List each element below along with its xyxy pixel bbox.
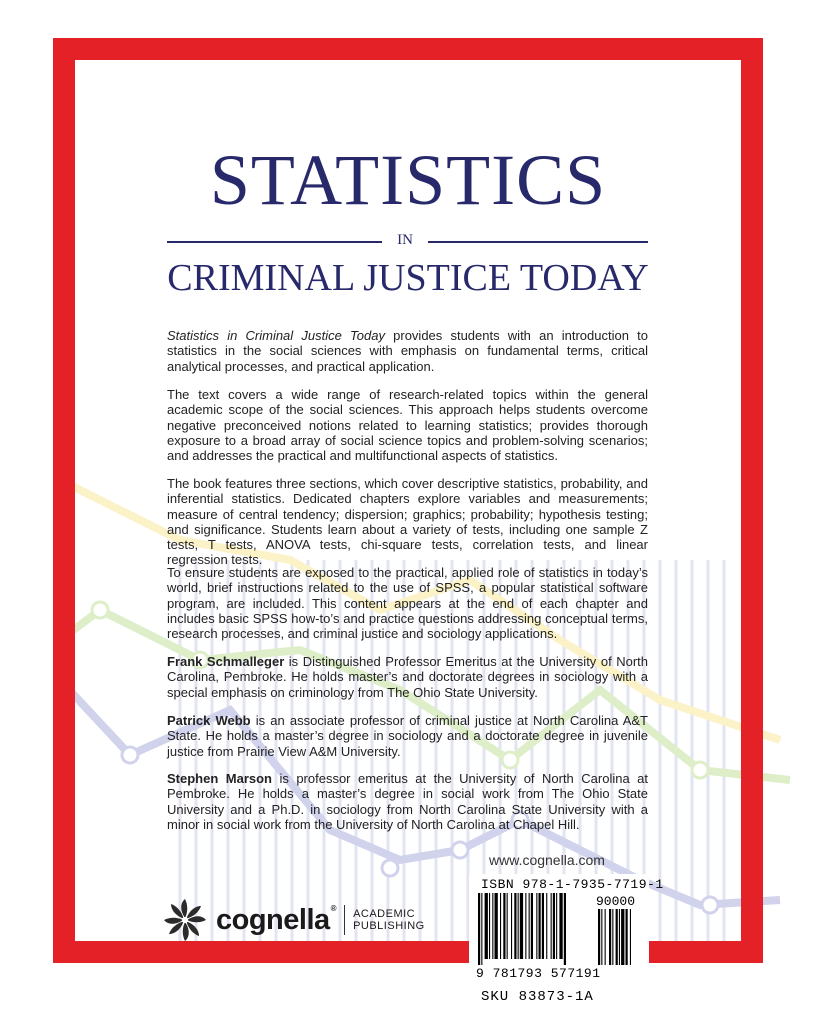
description-paragraph-2: The text covers a wide range of research-related topics within the general academic scope of the social sciences. This approach helps students overcome negative preconceived notions related to learning statistics; provides thorough exposure to a broad array of social science topics and problem-solving scenarios; and addresses the practical and multifunctional aspects of statistics. xyxy=(167,387,648,464)
description-paragraph-4: To ensure students are exposed to the practical, applied role of statistics in today’s world, brief instructions related to the use of SPSS, a popular statistical software program, are included. This content appears at the end of each chapter and includes basic SPSS how-to’s and practice questions addressing conceptual terms, research processes, and criminal justice and sociology applications. xyxy=(167,565,648,642)
author-bio-2: Patrick Webb is an associate professor of criminal justice at North Carolina A&T State. He holds a master’s degree in sociology and a doctorate degree in juvenile justice from Prairie View A&M University. xyxy=(167,713,648,759)
author-bio-1: Frank Schmalleger is Distinguished Professor Emeritus at the University of North Carolina, Pembroke. He holds master’s and doctorate degrees in sociology with a special emphasis on criminology from The Ohio State University. xyxy=(167,654,649,700)
author-name: Frank Schmalleger xyxy=(167,654,285,669)
registered-mark: ® xyxy=(330,903,337,913)
description-paragraph-3: The book features three sections, which cover descriptive statistics, probability, and inferential statistics. Dedicated chapters explore variables and measurements; measure of central tendency; dispersion; graphics; probability; hypothesis testing; and significance. Students learn about a variety of tests, including one sample Z tests, T tests, ANOVA tests, chi-square tests, correlation tests, and linear regression tests. xyxy=(167,476,648,568)
author-name: Patrick Webb xyxy=(167,713,251,728)
title-rule-left xyxy=(167,241,382,243)
publisher-logo xyxy=(162,897,425,943)
publisher-url[interactable]: www.cognella.com xyxy=(489,852,605,868)
isbn-label: ISBN 978-1-7935-7719-1 xyxy=(481,877,664,892)
book-title: STATISTICS xyxy=(209,140,607,220)
title-connector: IN xyxy=(397,232,413,248)
sku-label: SKU 83873-1A xyxy=(481,989,594,1005)
book-title-italic: Statistics in Criminal Justice Today xyxy=(167,328,385,343)
book-subtitle: CRIMINAL JUSTICE TODAY xyxy=(167,257,649,299)
description-paragraph-1: Statistics in Criminal Justice Today provides students with an introduction to statistics in the social sciences with emphasis on fundamental terms, critical analytical processes, and practical application. xyxy=(167,328,648,374)
title-rule-right xyxy=(428,241,648,243)
barcode-digits: 9 781793 577191 xyxy=(476,966,601,981)
logo-divider xyxy=(344,905,345,935)
cognella-pinwheel-icon xyxy=(162,897,208,943)
barcode-addon-number: 90000 xyxy=(596,894,636,909)
author-bio-3: Stephen Marson is professor emeritus at the University of North Carolina at Pembroke. He holds a master’s degree in social work from The Ohio State University and a Ph.D. in sociology from North Carolina State University with a minor in social work from the University of North Carolina at Chapel Hill. xyxy=(167,771,648,832)
publisher-division: ACADEMIC PUBLISHING xyxy=(353,908,425,932)
author-name: Stephen Marson xyxy=(167,771,272,786)
publisher-name: cognella® xyxy=(216,903,337,936)
